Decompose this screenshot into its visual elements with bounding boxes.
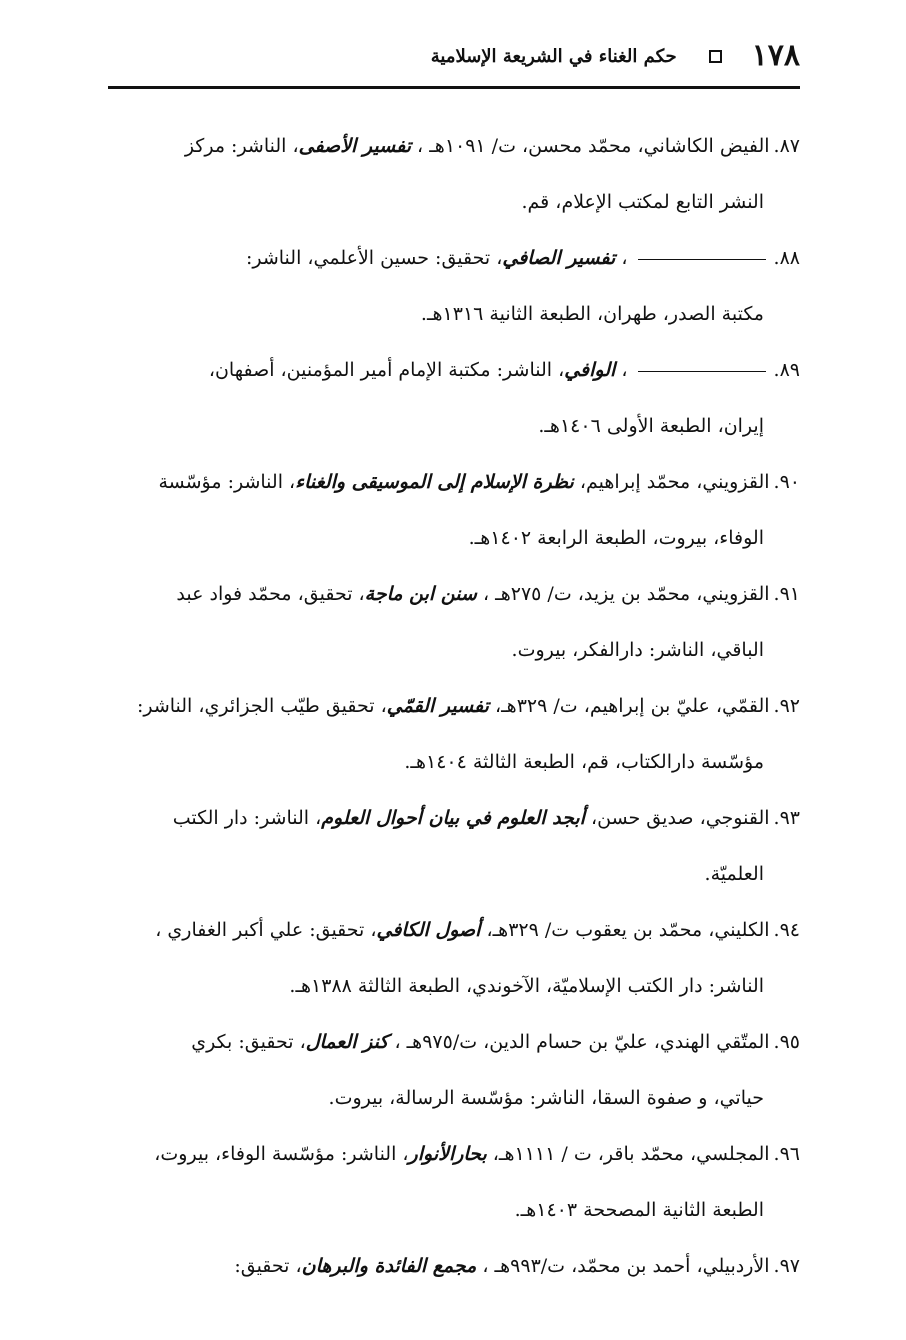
reference-author: الكليني، محمّد بن يعقوب ت/ ٣٢٩هـ، (480, 919, 770, 941)
reference-continuation: الوفاء، بيروت، الطبعة الرابعة ١٤٠٢هـ. (468, 527, 764, 549)
reference-number: ٩٢. (773, 695, 800, 717)
reference-author: القزويني، محمّد إبراهيم، (573, 471, 770, 493)
reference-continuation: حياتي، و صفوة السقا، الناشر: مؤسّسة الرسالة، بيروت. (328, 1087, 764, 1109)
reference-number: ٩٤. (773, 919, 800, 941)
reference-continuation: الناشر: دار الكتب الإسلاميّة، الآخوندي، الطبعة الثالثة ١٣٨٨هـ. (289, 975, 764, 997)
separator-square-icon (709, 50, 722, 63)
reference-details: ، الناشر: مؤسّسة الوفاء، بيروت، (154, 1143, 409, 1165)
reference-details: ، الناشر: مركز (184, 135, 299, 157)
reference-title: كنز العمال (305, 1031, 389, 1053)
reference-title: تفسير الأصفى (298, 135, 411, 157)
reference-entry (108, 902, 800, 1014)
reference-title: أبجد العلوم في بيان أحوال العلوم (321, 807, 585, 829)
reference-entry (108, 342, 800, 454)
reference-continuation: مكتبة الصدر، طهران، الطبعة الثانية ١٣١٦هـ. (420, 303, 764, 325)
page-header (108, 34, 800, 78)
references-list (108, 118, 800, 1294)
reference-entry (108, 1238, 800, 1294)
reference-entry (108, 1014, 800, 1126)
reference-entry (108, 566, 800, 678)
reference-continuation: الطبعة الثانية المصححة ١٤٠٣هـ. (514, 1199, 764, 1221)
reference-title: بحارالأنوار (408, 1143, 487, 1165)
reference-details: ، الناشر: مكتبة الإمام أمير المؤمنين، أصفهان، (208, 359, 565, 381)
reference-entry (108, 118, 800, 230)
reference-number: ٩٣. (773, 807, 800, 829)
reference-entry (108, 790, 800, 902)
reference-number: ٩٧. (773, 1255, 800, 1277)
ditto-rule (638, 371, 766, 372)
reference-author: المجلسي، محمّد باقر، ت / ١١١١هـ، (486, 1143, 770, 1165)
reference-continuation: مؤسّسة دارالكتاب، قم، الطبعة الثالثة ١٤٠٤هـ. (404, 751, 764, 773)
page-number: ١٧٨ (751, 38, 800, 73)
reference-details: ، الناشر: مؤسّسة (158, 471, 296, 493)
reference-title: نظرة الإسلام إلى الموسيقى والغناء (295, 471, 574, 493)
reference-title: تفسير القمّي (386, 695, 489, 717)
reference-title: سنن ابن ماجة (364, 583, 477, 605)
header-rule (108, 86, 800, 89)
reference-number: ٨٨. (773, 247, 800, 269)
reference-title: مجمع الفائدة والبرهان (301, 1255, 477, 1277)
reference-number: ٩٠. (773, 471, 800, 493)
reference-author: الأردبيلي، أحمد بن محمّد، ت/٩٩٣هـ ، (476, 1255, 770, 1277)
reference-title: تفسير الصافي (502, 247, 616, 269)
reference-author: القمّي، عليّ بن إبراهيم، ت/ ٣٢٩هـ، (488, 695, 770, 717)
running-title: حكم الغناء في الشريعة الإسلامية (430, 45, 677, 67)
reference-entry (108, 678, 800, 790)
reference-number: ٩١. (773, 583, 800, 605)
reference-details: ، تحقيق، محمّد فواد عبد (176, 583, 365, 605)
reference-continuation: إيران، الطبعة الأولى ١٤٠٦هـ. (538, 415, 764, 437)
reference-title: أصول الكافي (376, 919, 481, 941)
reference-details: ، تحقيق طيّب الجزائري، الناشر: (136, 695, 387, 717)
reference-continuation: الباقي، الناشر: دارالفكر، بيروت. (511, 639, 764, 661)
reference-number: ٩٦. (773, 1143, 800, 1165)
reference-entry (108, 454, 800, 566)
reference-details: ، تحقيق: (234, 1255, 302, 1277)
reference-details: ، الناشر: دار الكتب (172, 807, 322, 829)
reference-number: ٨٩. (773, 359, 800, 381)
reference-author: ، (615, 359, 634, 381)
reference-number: ٩٥. (773, 1031, 800, 1053)
reference-continuation: النشر التابع لمكتب الإعلام، قم. (521, 191, 764, 213)
reference-details: ، تحقيق: علي أكبر الغفاري ، (155, 919, 377, 941)
reference-details: ، تحقيق: بكري (191, 1031, 306, 1053)
reference-continuation: العلميّة. (704, 863, 764, 885)
reference-title: الوافي (564, 359, 616, 381)
reference-author: المتّقي الهندي، عليّ بن حسام الدين، ت/٩٧٥هـ ، (388, 1031, 770, 1053)
reference-author: القزويني، محمّد بن يزيد، ت/ ٢٧٥هـ ، (476, 583, 770, 605)
reference-details: ، تحقيق: حسين الأعلمي، الناشر: (245, 247, 503, 269)
reference-entry (108, 1126, 800, 1238)
reference-author: القنوجي، صديق حسن، (584, 807, 770, 829)
reference-number: ٨٧. (773, 135, 800, 157)
reference-entry (108, 230, 800, 342)
reference-author: الفيض الكاشاني، محمّد محسن، ت/ ١٠٩١هـ ، (411, 135, 770, 157)
reference-author: ، (615, 247, 634, 269)
ditto-rule (638, 259, 766, 260)
